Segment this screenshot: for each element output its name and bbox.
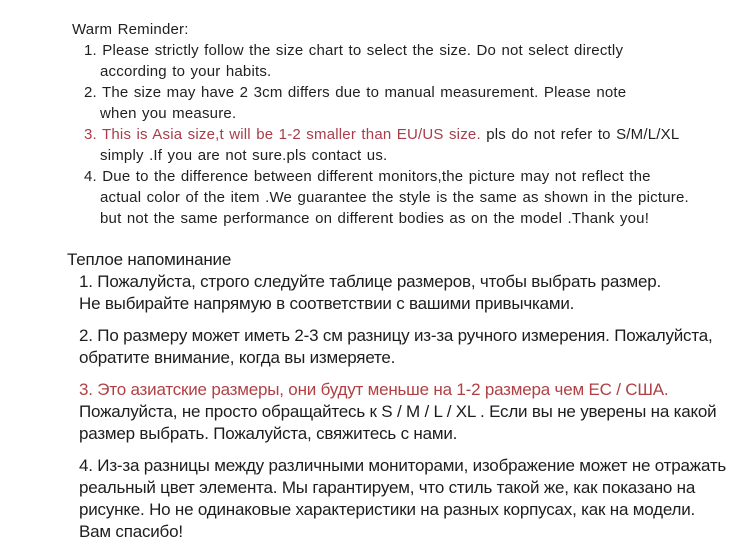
english-lines	[0, 40, 750, 229]
text-segment: but not the same performance on different bodies as on the model .Thank you!	[100, 210, 650, 227]
text-segment: 4. Due to the difference between different monitors,the picture may not reflect the	[84, 168, 651, 185]
text-line	[84, 124, 750, 145]
russian-heading: Теплое напоминание	[67, 250, 232, 269]
text-line	[100, 187, 750, 208]
text-line	[79, 477, 750, 499]
russian-reminder-section	[0, 249, 750, 543]
text-segment: 2. The size may have 2 3cm differs due to manual measurement. Please note	[84, 84, 627, 101]
text-segment: Не выбирайте напрямую в соответствии с вашими привычками.	[79, 294, 575, 313]
text-segment: 1. Please strictly follow the size chart to select the size. Do not select directly	[84, 42, 624, 59]
text-segment: actual color of the item .We guarantee the style is the same as shown in the picture.	[100, 189, 689, 206]
text-line	[84, 166, 750, 187]
text-line	[100, 103, 750, 124]
text-segment: Вам спасибо!	[79, 522, 183, 541]
english-reminder-section	[0, 19, 750, 229]
text-line	[79, 293, 750, 315]
text-segment: размер выбрать. Пожалуйста, свяжитесь с нами.	[79, 424, 458, 443]
text-line	[79, 379, 750, 401]
text-line	[79, 499, 750, 521]
highlighted-text-segment: 3. This is Asia size,t will be 1-2 smaller than EU/US size.	[84, 126, 481, 143]
text-line	[79, 455, 750, 477]
text-line	[79, 521, 750, 543]
text-line	[79, 271, 750, 293]
text-segment: simply .If you are not sure.pls contact us.	[100, 147, 388, 164]
text-line	[84, 40, 750, 61]
text-line	[84, 82, 750, 103]
text-line	[79, 423, 750, 445]
russian-lines	[0, 271, 750, 543]
text-line	[100, 145, 750, 166]
text-segment: according to your habits.	[100, 63, 272, 80]
text-line	[100, 61, 750, 82]
highlighted-text-segment: 3. Это азиатские размеры, они будут меньше на 1-2 размера чем ЕС / США.	[79, 380, 669, 399]
text-line	[100, 208, 750, 229]
text-line	[79, 325, 750, 347]
text-segment: 4. Из-за разницы между различными мониторами, изображение может не отражать	[79, 456, 727, 475]
text-segment: обратите внимание, когда вы измеряете.	[79, 348, 396, 367]
text-line	[79, 401, 750, 423]
text-segment: when you measure.	[100, 105, 237, 122]
text-line	[79, 347, 750, 369]
text-segment: реальный цвет элемента. Мы гарантируем, что стиль такой же, как показано на	[79, 478, 696, 497]
english-heading: Warm Reminder:	[72, 21, 189, 38]
text-segment: 1. Пожалуйста, строго следуйте таблице размеров, чтобы выбрать размер.	[79, 272, 662, 291]
text-segment: Пожалуйста, не просто обращайтесь к S / M / L / XL . Если вы не уверены на какой	[79, 402, 717, 421]
text-segment: 2. По размеру может иметь 2-3 см разницу из-за ручного измерения. Пожалуйста,	[79, 326, 713, 345]
text-segment: рисунке. Но не одинаковые характеристики на разных корпусах, как на модели.	[79, 500, 696, 519]
text-segment: pls do not refer to S/M/L/XL	[480, 126, 680, 143]
